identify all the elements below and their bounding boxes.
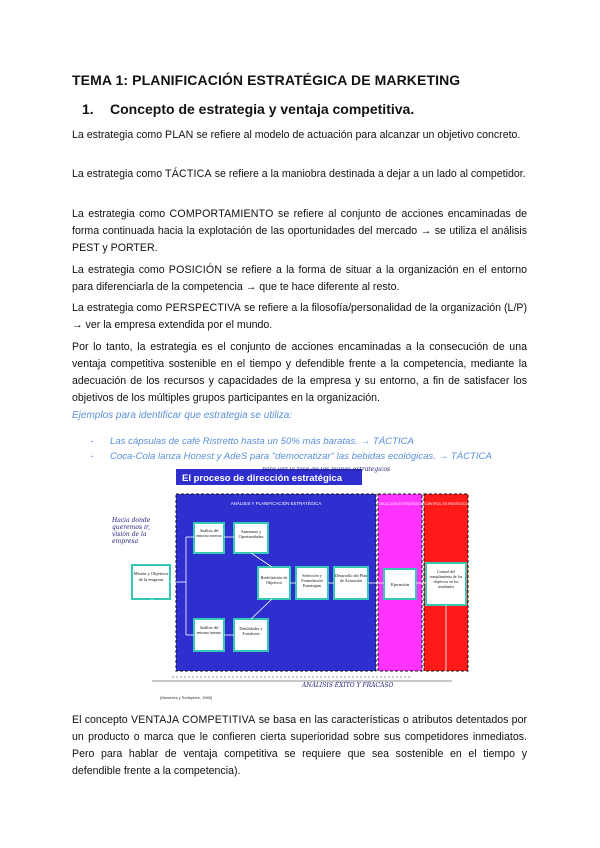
keyword: PLAN: [165, 129, 194, 141]
box-execution-label: Ejecución: [391, 582, 409, 587]
examples-heading: Ejemplos para identificar que estrategia se utiliza:: [72, 410, 293, 421]
paragraph-ventaja-competitiva: [72, 712, 527, 780]
section-title: Concepto de estrategia y ventaja competitiva.: [110, 101, 415, 117]
paragraph-posicion: [72, 262, 527, 296]
box-internal-label: Análisis del entorno interno: [196, 625, 222, 635]
text: se refiere a la forma de situar a la organización en el entorno para diferenciarla de la competencia → que te hace diferente al resto.: [72, 264, 527, 293]
example-text: Coca-Cola lanza Honest y AdeS para "democratizar" las bebidas ecológicas. → TÁCTICA: [110, 451, 492, 462]
keyword: VENTAJA COMPETITIVA: [130, 714, 256, 726]
text: se refiere al modelo de actuación para alcanzar un objetivo concreto.: [193, 129, 521, 141]
examples-list: [90, 434, 492, 464]
text: La estrategia como: [72, 168, 166, 180]
text: La estrategia como: [72, 302, 166, 314]
box-selection-label: Selección y Formulación Estrategias: [301, 573, 323, 588]
document-title: TEMA 1: PLANIFICACIÓN ESTRATÉGICA DE MARKETING: [72, 72, 461, 88]
keyword: COMPORTAMIENTO: [169, 208, 274, 220]
section-heading: [82, 101, 414, 117]
section-number: 1.: [82, 101, 94, 117]
diagram-title: El proceso de dirección estratégica: [182, 473, 342, 484]
box-weaknesses-label: Debilidades y Fortalezas: [239, 626, 263, 636]
box-redefinition-label: Redefinición de Objetivos: [260, 575, 288, 585]
diagram-source: (Menezes y Serbipiers, 1985): [160, 695, 213, 700]
box-action-plan-label: Desarrollo del Plan de Actuación: [334, 573, 368, 583]
text: El concepto: [72, 714, 131, 726]
keyword: TÁCTICA: [165, 168, 212, 180]
box-control-label: Control del cumplimiento de los objetivos en los resultados: [429, 569, 463, 589]
paragraph-plan: [72, 127, 527, 144]
text: se refiere a la filosofía/personalidad de la organización (L/P) → ver la empresa extendida por el mundo.: [72, 302, 527, 331]
text: se refiere al conjunto de acciones encaminadas de forma continuada hacia la explotación de las oportunidades del mercado → se utiliza el análisis PEST y PORTER.: [72, 208, 527, 254]
list-item: - Las cápsulas de café Ristretto hasta un 50% más baratas. → TÁCTICA: [90, 436, 414, 447]
example-text: Las cápsulas de café Ristretto hasta un 50% más baratas. → TÁCTICA: [110, 436, 414, 447]
text: se refiere a la maniobra destinada a dejar a un lado al competidor.: [211, 168, 526, 180]
keyword: POSICIÓN: [168, 264, 223, 276]
box-external-label: Análisis del entorno externo: [196, 528, 222, 538]
control-header: CONTROL ESTRATÉGICO: [424, 502, 468, 506]
paragraph-perspectiva: [72, 300, 527, 334]
paragraph-summary: Por lo tanto, la estrategia es el conjunto de acciones encaminadas a la consecución de una ventaja competitiva sostenible en el tiempo y defendible frente a la competencia, mediante la adecuación de los recursos y capacidades de la empresa y su entorno, a fin de satisfacer los objetivos de los múltiples grupos participantes en la organización.: [72, 341, 527, 404]
keyword: PERSPECTIVA: [165, 302, 241, 314]
box-mission-label: Misión y Objetivos de la empresa: [133, 571, 169, 582]
box-threats-label: Amenazas y Oportunidades: [238, 529, 264, 539]
text: La estrategia como: [72, 129, 166, 141]
paragraph-comportamiento: [72, 206, 527, 257]
analysis-header: ANÁLISIS Y PLANIFICACIÓN ESTRATÉGICA: [230, 501, 322, 506]
handwritten-note-top: para ver la fase de los planes estratégicos: [262, 467, 391, 473]
paragraph-tactica: [72, 166, 527, 183]
list-item: - Coca-Cola lanza Honest y AdeS para "democratizar" las bebidas ecológicas. → TÁCTICA: [90, 451, 492, 462]
handwritten-note-bottom: ANÁLISIS ÉXITO Y FRACASO: [302, 682, 394, 689]
handwritten-note-left: Hacia donde queremos ir, visión de la empresa: [112, 517, 151, 545]
strategy-process-diagram: [112, 467, 527, 703]
text: La estrategia como: [72, 208, 170, 220]
text: se basa en las características o atributos detentados por un producto o marca que le confieren cierta superioridad sobre sus competidores inmediatos. Pero para hablar de ventaja competitiva se requiere que sea sostenible en el tiempo y defendible frente a la competencia).: [72, 714, 527, 777]
feedback-arrows: [152, 677, 452, 681]
execution-header: EJECUCIÓN ESTRATÉGICA: [376, 502, 424, 506]
text: La estrategia como: [72, 264, 169, 276]
